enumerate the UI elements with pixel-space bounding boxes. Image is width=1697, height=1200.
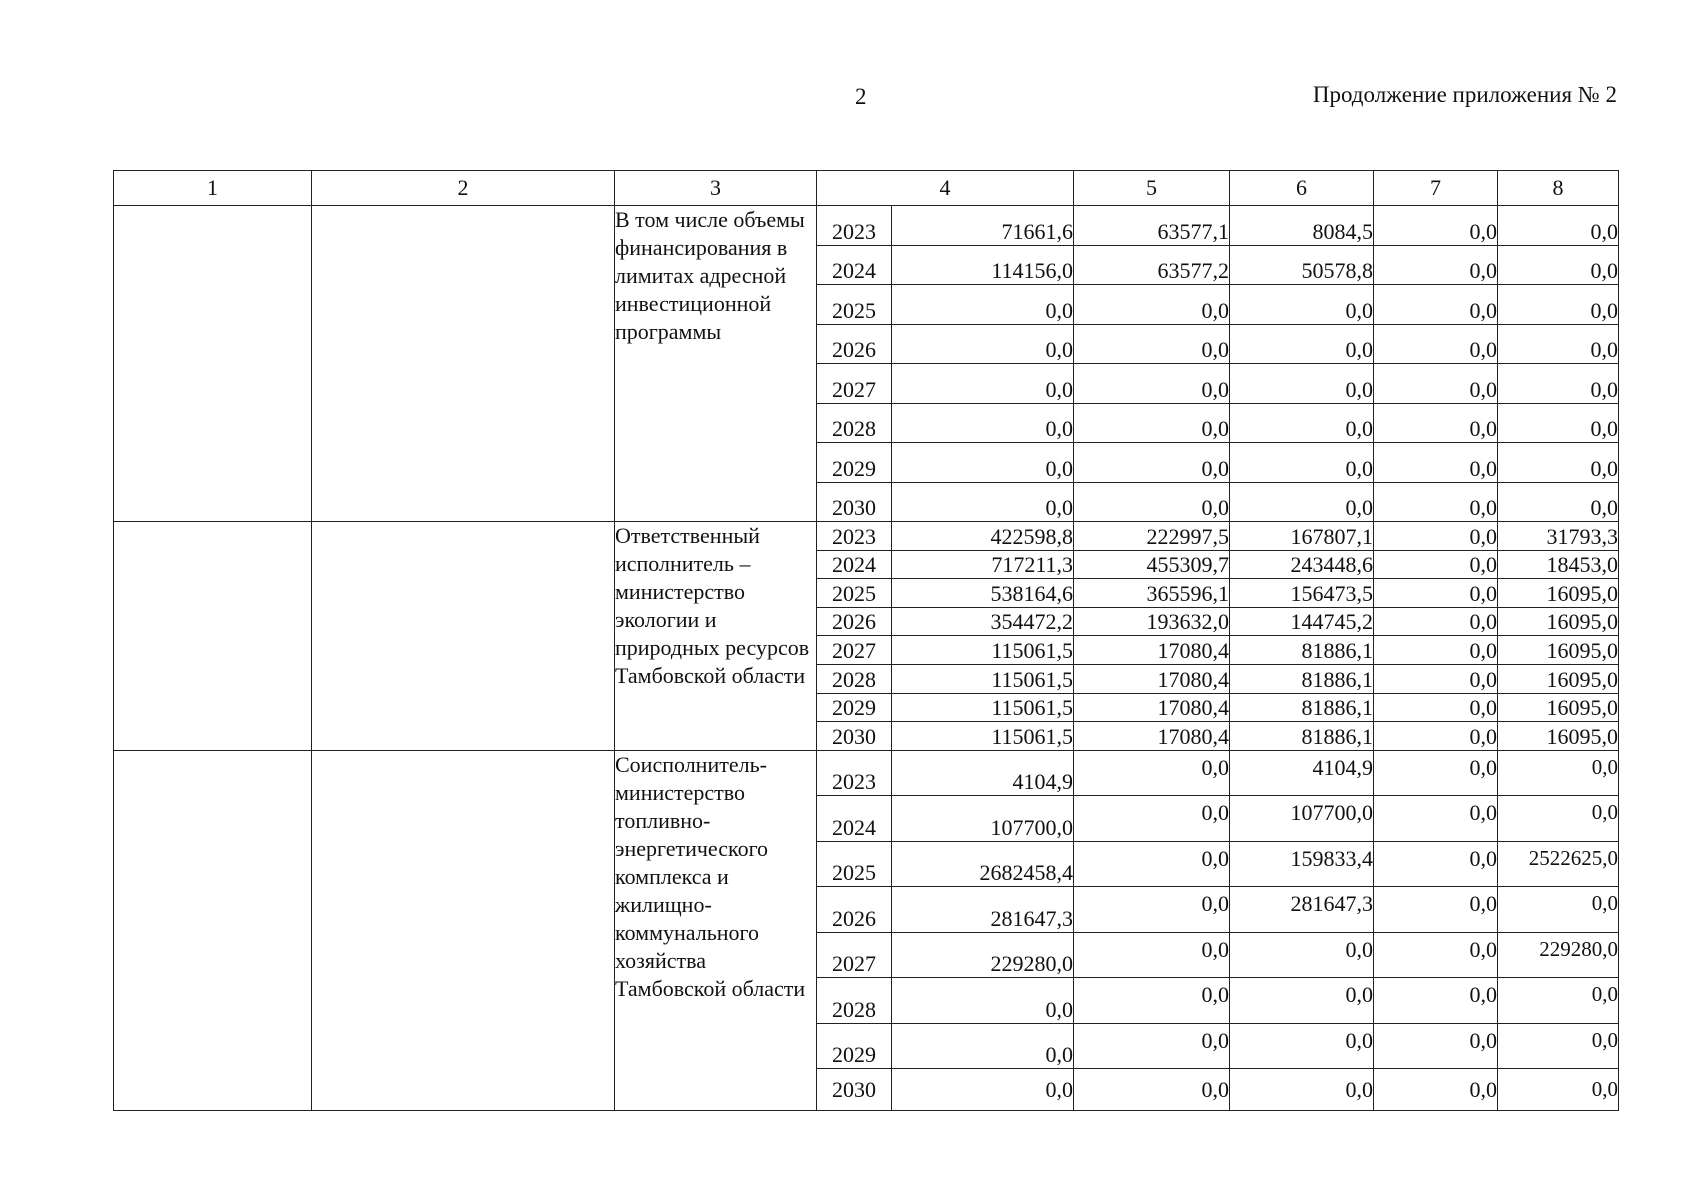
value-cell-col8: 16095,0 [1498, 636, 1619, 665]
value-cell-col6: 144745,2 [1230, 607, 1374, 636]
value-cell-col4: 538164,6 [892, 579, 1074, 608]
value-cell-col7: 0,0 [1374, 579, 1498, 608]
value-cell-col8: 0,0 [1498, 887, 1619, 933]
value-cell-col8: 0,0 [1498, 364, 1619, 404]
year-cell: 2029 [817, 443, 892, 483]
value-cell-col5: 455309,7 [1074, 550, 1230, 579]
year-cell: 2024 [817, 550, 892, 579]
value-cell-col6: 0,0 [1230, 403, 1374, 443]
value-cell-col7: 0,0 [1374, 978, 1498, 1024]
value-cell-col8: 0,0 [1498, 206, 1619, 246]
value-cell-col8: 0,0 [1498, 1069, 1619, 1111]
value-cell-col6: 0,0 [1230, 932, 1374, 978]
column-header: 3 [615, 171, 817, 206]
value-cell-col8: 0,0 [1498, 750, 1619, 796]
value-cell-col6: 0,0 [1230, 285, 1374, 325]
value-cell-col6: 167807,1 [1230, 522, 1374, 551]
year-cell: 2023 [817, 206, 892, 246]
value-cell-col5: 0,0 [1074, 403, 1230, 443]
value-cell-col8: 0,0 [1498, 245, 1619, 285]
column-header: 7 [1374, 171, 1498, 206]
value-cell-col4: 281647,3 [892, 887, 1074, 933]
value-cell-col8: 0,0 [1498, 285, 1619, 325]
year-cell: 2029 [817, 693, 892, 722]
year-cell: 2030 [817, 722, 892, 751]
value-cell-col6: 243448,6 [1230, 550, 1374, 579]
value-cell-col4: 107700,0 [892, 796, 1074, 842]
value-cell-col5: 0,0 [1074, 932, 1230, 978]
column-number-row [114, 171, 1619, 206]
value-cell-col5: 365596,1 [1074, 579, 1230, 608]
value-cell-col5: 17080,4 [1074, 664, 1230, 693]
financing-table [113, 170, 1619, 1111]
value-cell-col6: 159833,4 [1230, 841, 1374, 887]
value-cell-col6: 4104,9 [1230, 750, 1374, 796]
value-cell-col8: 31793,3 [1498, 522, 1619, 551]
value-cell-col6: 281647,3 [1230, 887, 1374, 933]
column-header: 4 [817, 171, 1074, 206]
value-cell-col8: 0,0 [1498, 443, 1619, 483]
value-cell-col8: 0,0 [1498, 403, 1619, 443]
value-cell-col7: 0,0 [1374, 324, 1498, 364]
table-row [114, 750, 1619, 796]
value-cell-col4: 0,0 [892, 364, 1074, 404]
value-cell-col5: 17080,4 [1074, 693, 1230, 722]
group-description: В том числе объемы финансирования в лимитах адресной инвестиционной программы [615, 206, 817, 522]
value-cell-col5: 17080,4 [1074, 636, 1230, 665]
value-cell-col7: 0,0 [1374, 932, 1498, 978]
empty-cell-col1 [114, 522, 312, 751]
year-cell: 2030 [817, 1069, 892, 1111]
value-cell-col8: 16095,0 [1498, 664, 1619, 693]
empty-cell-col2 [312, 750, 615, 1110]
value-cell-col5: 0,0 [1074, 796, 1230, 842]
value-cell-col4: 115061,5 [892, 664, 1074, 693]
year-cell: 2027 [817, 636, 892, 665]
year-cell: 2024 [817, 796, 892, 842]
value-cell-col7: 0,0 [1374, 664, 1498, 693]
table-row [114, 522, 1619, 551]
year-cell: 2023 [817, 750, 892, 796]
value-cell-col6: 81886,1 [1230, 722, 1374, 751]
value-cell-col4: 115061,5 [892, 693, 1074, 722]
value-cell-col8: 0,0 [1498, 796, 1619, 842]
value-cell-col7: 0,0 [1374, 722, 1498, 751]
value-cell-col5: 0,0 [1074, 1069, 1230, 1111]
value-cell-col5: 63577,2 [1074, 245, 1230, 285]
empty-cell-col1 [114, 750, 312, 1110]
value-cell-col4: 0,0 [892, 1069, 1074, 1111]
column-header: 2 [312, 171, 615, 206]
value-cell-col7: 0,0 [1374, 550, 1498, 579]
year-cell: 2026 [817, 607, 892, 636]
year-cell: 2027 [817, 364, 892, 404]
value-cell-col4: 0,0 [892, 1023, 1074, 1069]
value-cell-col7: 0,0 [1374, 796, 1498, 842]
column-header: 6 [1230, 171, 1374, 206]
empty-cell-col2 [312, 206, 615, 522]
value-cell-col4: 115061,5 [892, 722, 1074, 751]
value-cell-col4: 71661,6 [892, 206, 1074, 246]
value-cell-col4: 0,0 [892, 324, 1074, 364]
value-cell-col7: 0,0 [1374, 636, 1498, 665]
value-cell-col8: 0,0 [1498, 324, 1619, 364]
value-cell-col4: 115061,5 [892, 636, 1074, 665]
year-cell: 2024 [817, 245, 892, 285]
value-cell-col5: 0,0 [1074, 364, 1230, 404]
value-cell-col4: 0,0 [892, 443, 1074, 483]
value-cell-col8: 0,0 [1498, 978, 1619, 1024]
value-cell-col4: 0,0 [892, 285, 1074, 325]
value-cell-col5: 0,0 [1074, 285, 1230, 325]
value-cell-col8: 16095,0 [1498, 722, 1619, 751]
year-cell: 2025 [817, 579, 892, 608]
year-cell: 2025 [817, 285, 892, 325]
column-header: 1 [114, 171, 312, 206]
value-cell-col5: 0,0 [1074, 443, 1230, 483]
value-cell-col6: 0,0 [1230, 364, 1374, 404]
column-header: 8 [1498, 171, 1619, 206]
table-row [114, 206, 1619, 246]
value-cell-col6: 0,0 [1230, 1069, 1374, 1111]
value-cell-col7: 0,0 [1374, 403, 1498, 443]
value-cell-col6: 0,0 [1230, 443, 1374, 483]
value-cell-col4: 114156,0 [892, 245, 1074, 285]
year-cell: 2025 [817, 841, 892, 887]
value-cell-col8: 16095,0 [1498, 607, 1619, 636]
year-cell: 2028 [817, 978, 892, 1024]
year-cell: 2027 [817, 932, 892, 978]
value-cell-col4: 0,0 [892, 403, 1074, 443]
value-cell-col5: 0,0 [1074, 750, 1230, 796]
value-cell-col4: 0,0 [892, 978, 1074, 1024]
empty-cell-col2 [312, 522, 615, 751]
value-cell-col6: 0,0 [1230, 978, 1374, 1024]
value-cell-col7: 0,0 [1374, 443, 1498, 483]
value-cell-col4: 4104,9 [892, 750, 1074, 796]
value-cell-col6: 107700,0 [1230, 796, 1374, 842]
value-cell-col5: 0,0 [1074, 324, 1230, 364]
value-cell-col7: 0,0 [1374, 841, 1498, 887]
value-cell-col5: 193632,0 [1074, 607, 1230, 636]
value-cell-col7: 0,0 [1374, 607, 1498, 636]
value-cell-col8: 16095,0 [1498, 693, 1619, 722]
value-cell-col4: 717211,3 [892, 550, 1074, 579]
value-cell-col7: 0,0 [1374, 1023, 1498, 1069]
value-cell-col5: 0,0 [1074, 1023, 1230, 1069]
value-cell-col7: 0,0 [1374, 1069, 1498, 1111]
value-cell-col8: 0,0 [1498, 482, 1619, 522]
value-cell-col8: 229280,0 [1498, 932, 1619, 978]
value-cell-col7: 0,0 [1374, 522, 1498, 551]
empty-cell-col1 [114, 206, 312, 522]
value-cell-col6: 50578,8 [1230, 245, 1374, 285]
value-cell-col5: 17080,4 [1074, 722, 1230, 751]
group-description: Соисполнитель-министерство топливно-энергетического комплекса и жилищно-коммунального хозяйства Тамбовской области [615, 750, 817, 1110]
value-cell-col4: 0,0 [892, 482, 1074, 522]
value-cell-col7: 0,0 [1374, 693, 1498, 722]
year-cell: 2030 [817, 482, 892, 522]
year-cell: 2026 [817, 887, 892, 933]
value-cell-col5: 0,0 [1074, 978, 1230, 1024]
appendix-continuation-label: Продолжение приложения № 2 [1312, 82, 1617, 107]
year-cell: 2029 [817, 1023, 892, 1069]
value-cell-col4: 229280,0 [892, 932, 1074, 978]
group-description: Ответственный исполнитель – министерство экологии и природных ресурсов Тамбовской области [615, 522, 817, 751]
value-cell-col4: 2682458,4 [892, 841, 1074, 887]
value-cell-col6: 81886,1 [1230, 636, 1374, 665]
value-cell-col7: 0,0 [1374, 887, 1498, 933]
value-cell-col7: 0,0 [1374, 750, 1498, 796]
value-cell-col7: 0,0 [1374, 206, 1498, 246]
value-cell-col8: 2522625,0 [1498, 841, 1619, 887]
value-cell-col8: 16095,0 [1498, 579, 1619, 608]
value-cell-col6: 0,0 [1230, 482, 1374, 522]
value-cell-col7: 0,0 [1374, 364, 1498, 404]
value-cell-col5: 0,0 [1074, 482, 1230, 522]
value-cell-col5: 0,0 [1074, 841, 1230, 887]
value-cell-col7: 0,0 [1374, 245, 1498, 285]
value-cell-col6: 81886,1 [1230, 693, 1374, 722]
value-cell-col8: 0,0 [1498, 1023, 1619, 1069]
value-cell-col5: 222997,5 [1074, 522, 1230, 551]
value-cell-col7: 0,0 [1374, 285, 1498, 325]
value-cell-col6: 8084,5 [1230, 206, 1374, 246]
value-cell-col6: 0,0 [1230, 1023, 1374, 1069]
page-number: 2 [855, 84, 867, 109]
value-cell-col4: 354472,2 [892, 607, 1074, 636]
value-cell-col6: 156473,5 [1230, 579, 1374, 608]
year-cell: 2028 [817, 403, 892, 443]
year-cell: 2023 [817, 522, 892, 551]
value-cell-col8: 18453,0 [1498, 550, 1619, 579]
value-cell-col7: 0,0 [1374, 482, 1498, 522]
value-cell-col6: 81886,1 [1230, 664, 1374, 693]
value-cell-col5: 63577,1 [1074, 206, 1230, 246]
value-cell-col6: 0,0 [1230, 324, 1374, 364]
value-cell-col5: 0,0 [1074, 887, 1230, 933]
value-cell-col4: 422598,8 [892, 522, 1074, 551]
year-cell: 2026 [817, 324, 892, 364]
table-body [114, 206, 1619, 1111]
column-header: 5 [1074, 171, 1230, 206]
year-cell: 2028 [817, 664, 892, 693]
